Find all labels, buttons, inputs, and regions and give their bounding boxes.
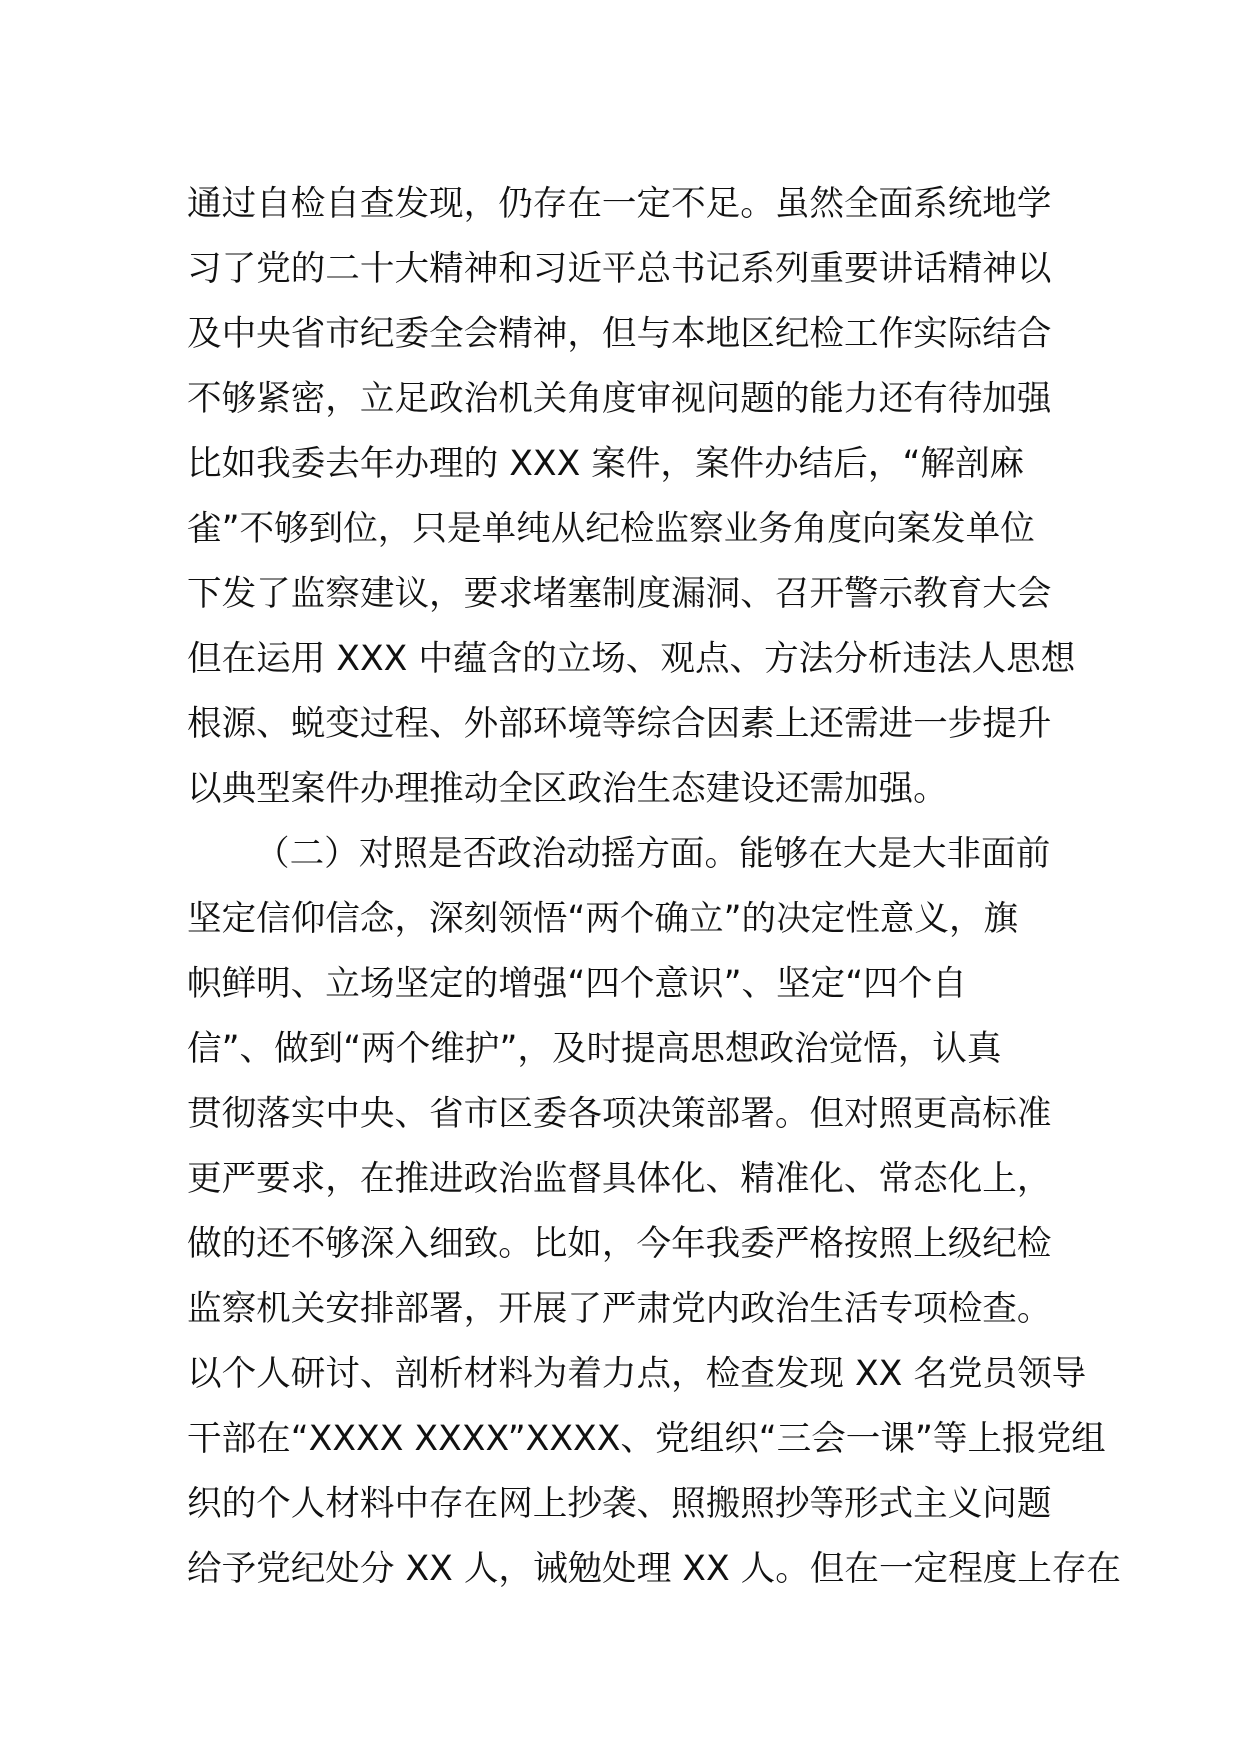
text-line: 根源、蜕变过程、外部环境等综合因素上还需进一步提升 [187, 704, 1052, 744]
text-line: 习了党的二十大精神和习近平总书记系列重要讲话精神以 [187, 249, 1052, 289]
text-line: 以典型案件办理推动全区政治生态建设还需加强。 [187, 769, 948, 809]
text-line: 及中央省市纪委全会精神，但与本地区纪检工作实际结合 [187, 314, 1052, 354]
text-line: 监察机关安排部署，开展了严肃党内政治生活专项检查。 [187, 1289, 1052, 1329]
text-line: 但在运用 XXX 中蕴含的立场、观点、方法分析违法人思想 [187, 639, 1076, 679]
text-line: 不够紧密，立足政治机关角度审视问题的能力还有待加强 [187, 379, 1052, 419]
text-line: 贯彻落实中央、省市区委各项决策部署。但对照更高标准 [187, 1094, 1052, 1134]
text-line: 比如我委去年办理的 XXX 案件，案件办结后，“解剖麻 [187, 444, 1025, 484]
body-text [187, 172, 1122, 1602]
text-line: 更严要求，在推进政治监督具体化、精准化、常态化上， [187, 1159, 1052, 1199]
text-line: 下发了监察建议，要求堵塞制度漏洞、召开警示教育大会 [187, 574, 1052, 614]
text-line: 通过自检自查发现，仍存在一定不足。虽然全面系统地学 [187, 184, 1052, 224]
text-line: 干部在“XXXX XXXX”XXXX、党组织“三会一课”等上报党组 [187, 1419, 1106, 1459]
text-line: 给予党纪处分 XX 人，诫勉处理 XX 人。但在一定程度上存在 [187, 1549, 1122, 1589]
text-line: 帜鲜明、立场坚定的增强“四个意识”、坚定“四个自 [187, 964, 967, 1004]
text-line: 坚定信仰信念，深刻领悟“两个确立”的决定性意义，旗 [187, 899, 1019, 939]
text-line: 做的还不够深入细致。比如，今年我委严格按照上级纪检 [187, 1224, 1052, 1264]
text-line: 以个人研讨、剖析材料为着力点，检查发现 XX 名党员领导 [187, 1354, 1087, 1394]
text-line: 织的个人材料中存在网上抄袭、照搬照抄等形式主义问题 [187, 1484, 1052, 1524]
text-line: （二）对照是否政治动摇方面。能够在大是大非面前 [255, 834, 1051, 874]
text-line: 信”、做到“两个维护”，及时提高思想政治觉悟，认真 [187, 1029, 1002, 1069]
text-line: 雀”不够到位，只是单纯从纪检监察业务角度向案发单位 [187, 509, 1035, 549]
